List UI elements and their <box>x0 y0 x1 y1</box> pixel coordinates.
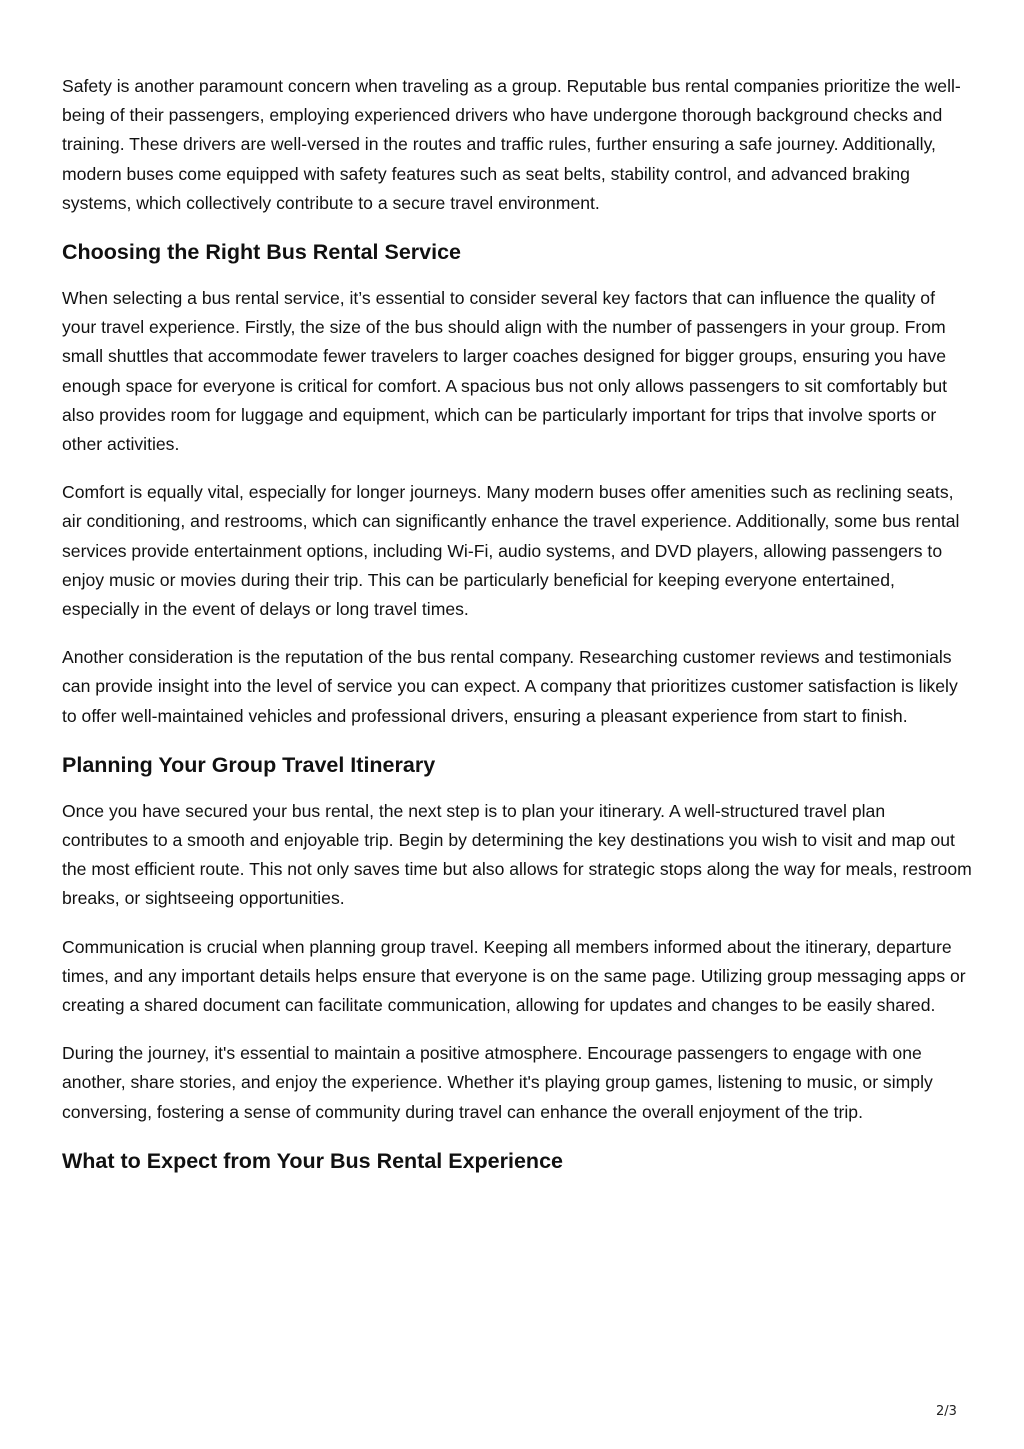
paragraph-reputation: Another consideration is the reputation of the bus rental company. Researching customer reviews and testimonials can provide insight into the level of service you can expect. A company that prioritizes customer satisfaction is likely to offer well-maintained vehicles and professional drivers, ensuring a pleasant experience from start to finish. <box>62 647 958 726</box>
paragraph-journey: During the journey, it's essential to maintain a positive atmosphere. Encourage passengers to engage with one another, share stories, and enjoy the experience. Whether it's playing group games, listening to music, or simply conversing, fostering a sense of community during travel can enhance the overall enjoyment of the trip. <box>62 1043 933 1122</box>
paragraph-comfort: Comfort is equally vital, especially for longer journeys. Many modern buses offer amenities such as reclining seats, air conditioning, and restrooms, which can significantly enhance the travel experience. Additionally, some bus rental services provide entertainment options, including Wi-Fi, audio systems, and DVD players, allowing passengers to enjoy music or movies during their trip. This can be particularly beneficial for keeping everyone entertained, especially in the event of delays or long travel times. <box>62 482 960 620</box>
document-body <box>62 72 972 1193</box>
paragraph-safety: Safety is another paramount concern when traveling as a group. Reputable bus rental companies prioritize the well-being of their passengers, employing experienced drivers who have undergone thorough background checks and training. These drivers are well-versed in the routes and traffic rules, further ensuring a safe journey. Additionally, modern buses come equipped with safety features such as seat belts, stability control, and advanced braking systems, which collectively contribute to a secure travel environment. <box>62 76 961 213</box>
paragraph-selecting-service: When selecting a bus rental service, it’s essential to consider several key factors that can influence the quality of your travel experience. Firstly, the size of the bus should align with the number of passengers in your group. From small shuttles that accommodate fewer travelers to larger coaches designed for bigger groups, ensuring you have enough space for everyone is critical for comfort. A spacious bus not only allows passengers to sit comfortably but also provides room for luggage and equipment, which can be particularly important for trips that involve sports or other activities. <box>62 288 948 455</box>
paragraph-itinerary: Once you have secured your bus rental, the next step is to plan your itinerary. A well-structured travel plan contributes to a smooth and enjoyable trip. Begin by determining the key destinations you wish to visit and map out the most efficient route. This not only saves time but also allows for strategic stops along the way for meals, restroom breaks, or sightseeing opportunities. <box>62 800 972 909</box>
paragraph-communication: Communication is crucial when planning group travel. Keeping all members informed about the itinerary, departure times, and any important details helps ensure that everyone is on the same page. Utilizing group messaging apps or creating a shared document can facilitate communication, allowing for updates and changes to be easily shared. <box>62 936 966 1016</box>
section-heading-planning-itinerary: Planning Your Group Travel Itinerary <box>62 752 436 777</box>
section-heading-what-to-expect: What to Expect from Your Bus Rental Experience <box>62 1148 563 1173</box>
section-heading-choosing-bus-rental: Choosing the Right Bus Rental Service <box>62 240 461 265</box>
page-number: 2/3 <box>936 1404 957 1419</box>
